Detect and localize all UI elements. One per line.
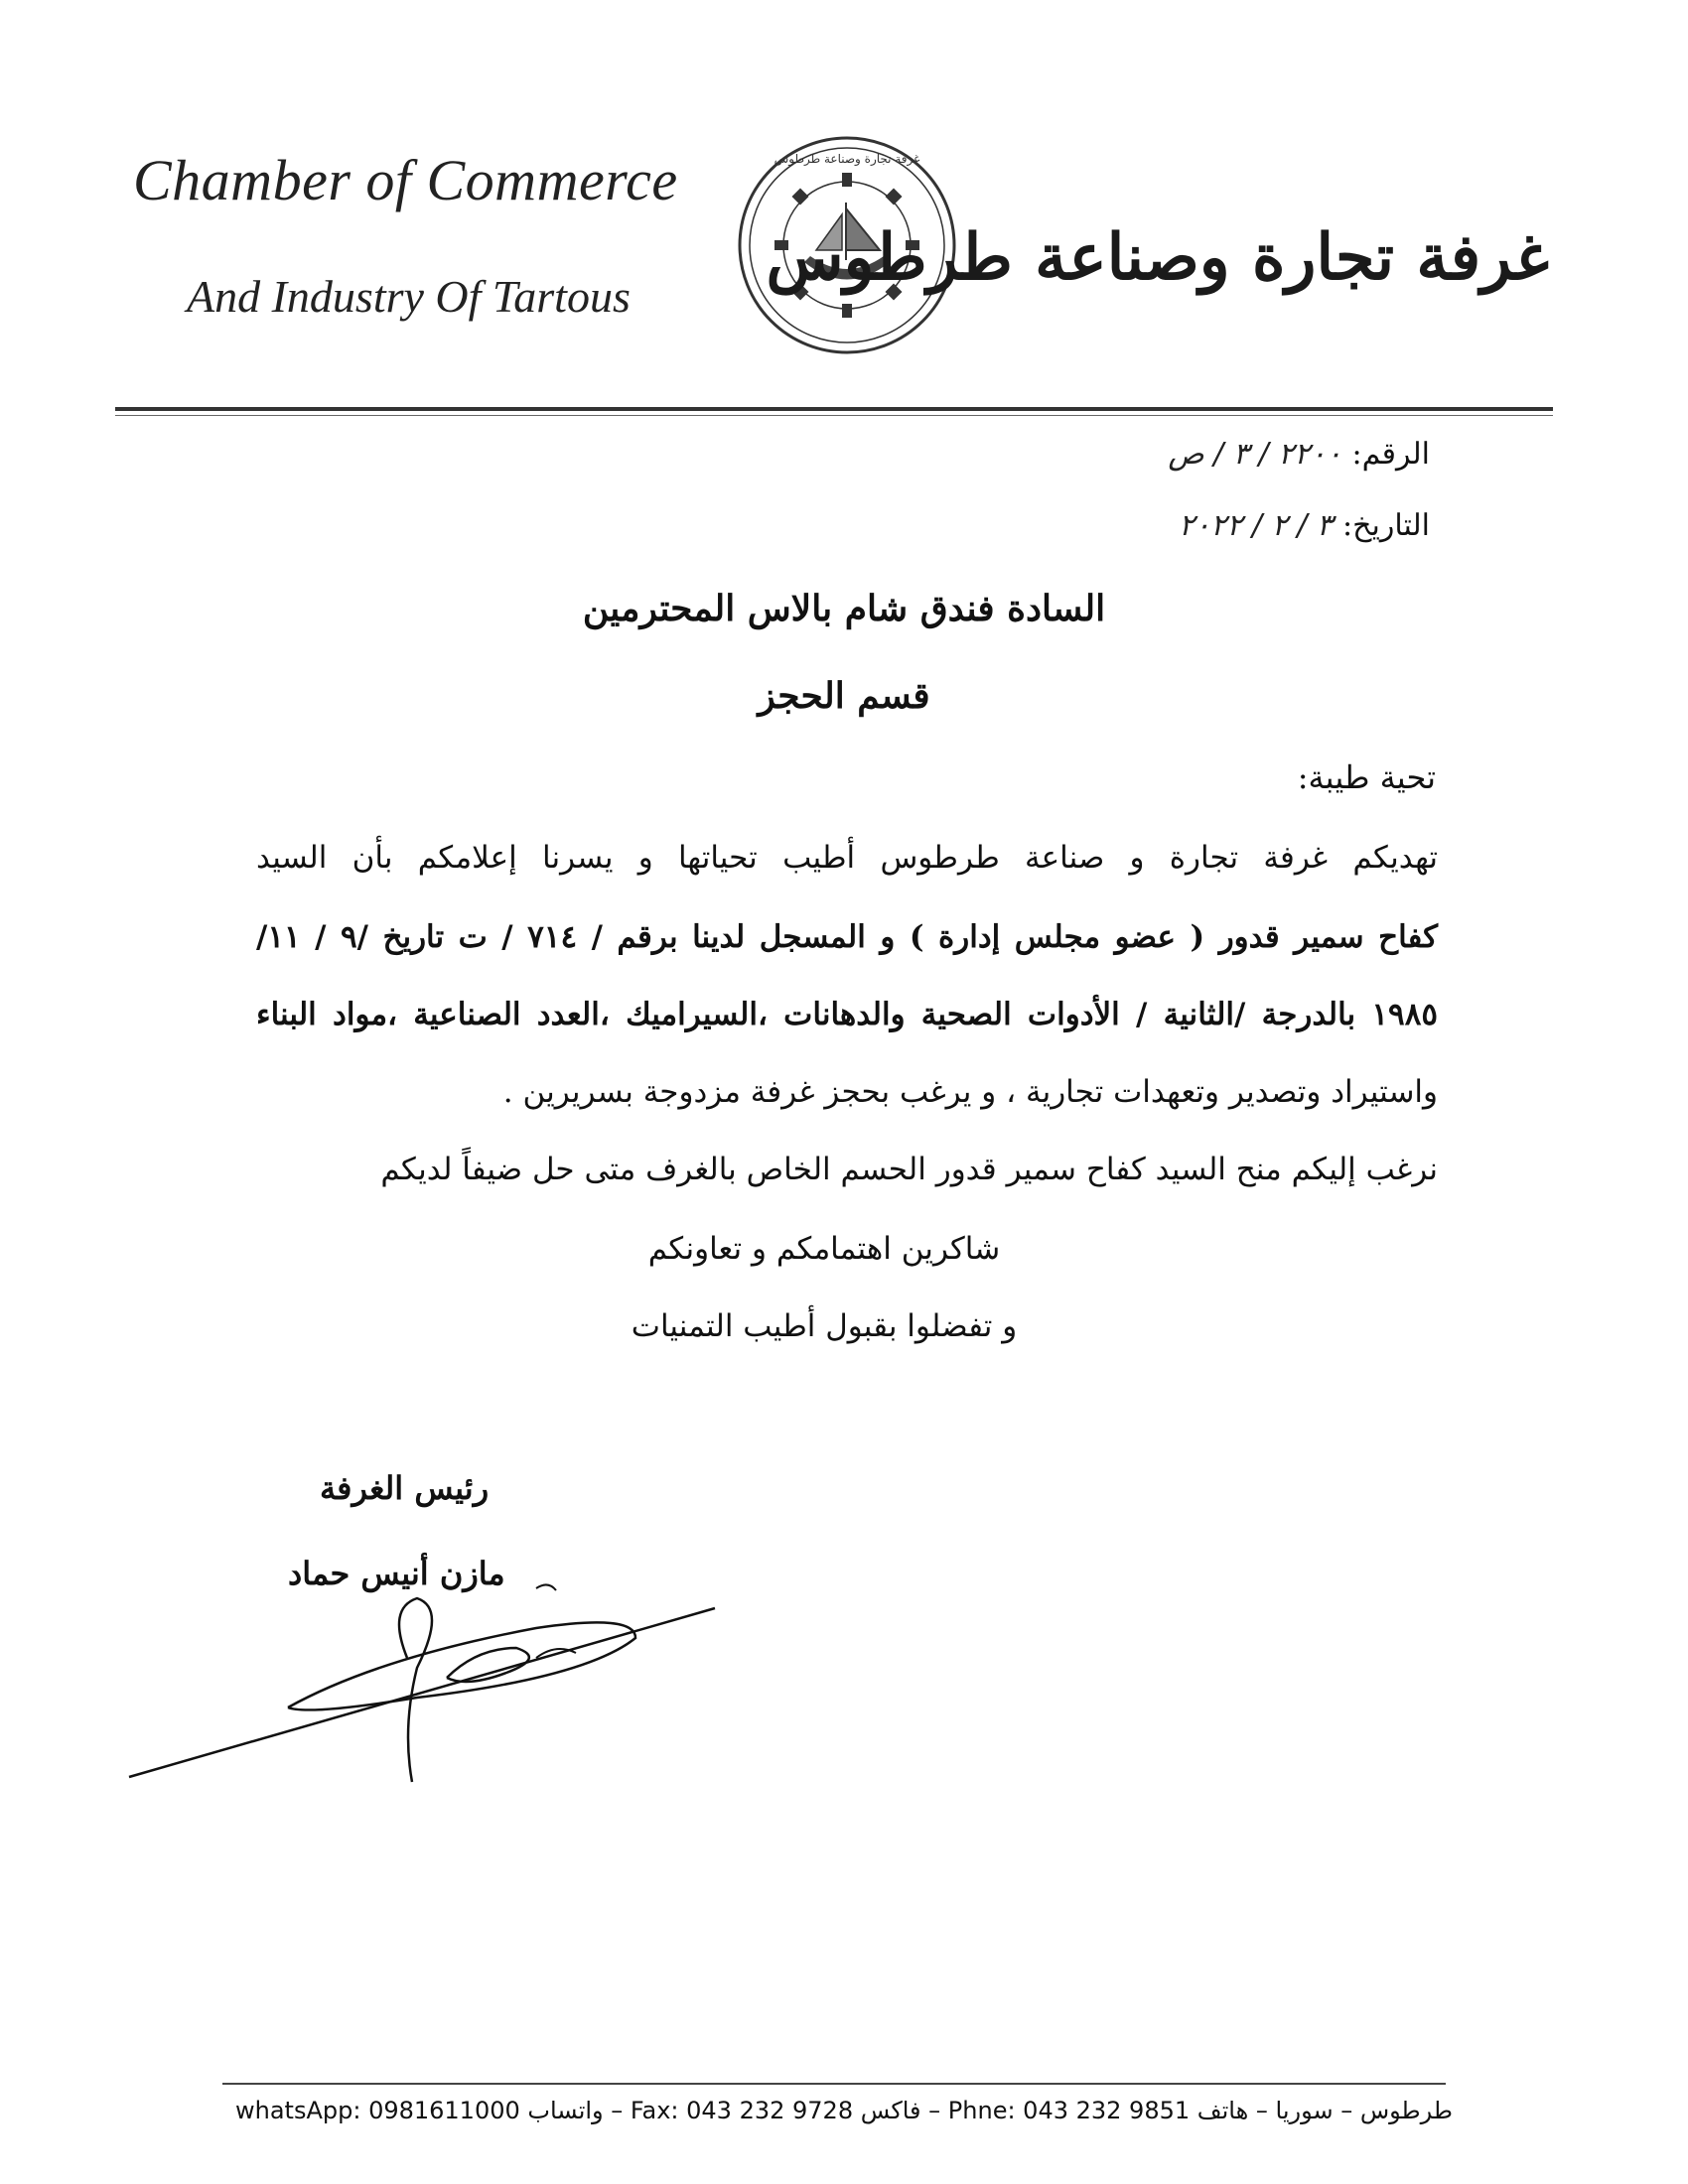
greeting: تحية طيبة: <box>1297 758 1436 796</box>
header-divider-thin <box>115 415 1553 416</box>
addressee-line1: السادة فندق شام بالاس المحترمين <box>582 588 1106 629</box>
reference-number <box>1158 437 1430 472</box>
letterhead-english-line1: Chamber of Commerce <box>133 148 678 212</box>
letterhead-arabic-name: غرفة تجارة وصناعة طرطوس <box>766 220 1549 295</box>
reference-number-value: ٢٢٠٠ / ٣ / ص <box>1168 437 1342 472</box>
footer-contact: طرطوس – سوريا – هاتف Phne: 043 232 9851 – فاكس Fax: 043 232 9728 – واتساب whatsApp: 0981611000 <box>235 2097 1453 2124</box>
body-line-3: ١٩٨٥ بالدرجة /الثانية / الأدوات الصحية والدهانات ،السيراميك ،العدد الصناعية ،مواد البناء <box>256 997 1438 1032</box>
body-line-1: تهديكم غرفة تجارة و صناعة طرطوس أطيب تحياتها و يسرنا إعلامكم بأن السيد <box>256 840 1438 876</box>
reference-date-value: ٣ / ٢ / ٢٠٢٢ <box>1178 508 1334 543</box>
letterhead-english-line2: And Industry Of Tartous <box>187 271 631 322</box>
body-line-4: واستيراد وتصدير وتعهدات تجارية ، و يرغب بحجز غرفة مزدوجة بسريرين . <box>502 1074 1438 1110</box>
request-line: نرغب إليكم منح السيد كفاح سمير قدور الحسم الخاص بالغرف متى حل ضيفاً لديكم <box>380 1152 1438 1187</box>
addressee-line2: قسم الحجز <box>758 675 930 717</box>
seal-text: غرفة تجارة وصناعة طرطوس <box>774 152 920 166</box>
signatory-title: رئيس الغرفة <box>320 1469 490 1507</box>
header-divider <box>115 407 1553 411</box>
reference-date-label: التاريخ: <box>1342 508 1430 543</box>
closing-line1: شاكرين اهتمامكم و تعاونكم <box>647 1231 1001 1267</box>
signatory-name: مازن أنيس حماد <box>288 1555 505 1592</box>
closing-line2: و تفضلوا بقبول أطيب التمنيات <box>631 1308 1018 1344</box>
reference-date <box>1169 508 1430 543</box>
footer-divider <box>222 2083 1446 2085</box>
body-line-2: كفاح سمير قدور ( عضو مجلس إدارة ) و المسجل لدينا برقم / ٧١٤ / ت تاريخ /٩ / ١١/ <box>256 919 1438 955</box>
handwritten-signature <box>119 1569 755 1797</box>
reference-number-label: الرقم: <box>1351 437 1430 472</box>
